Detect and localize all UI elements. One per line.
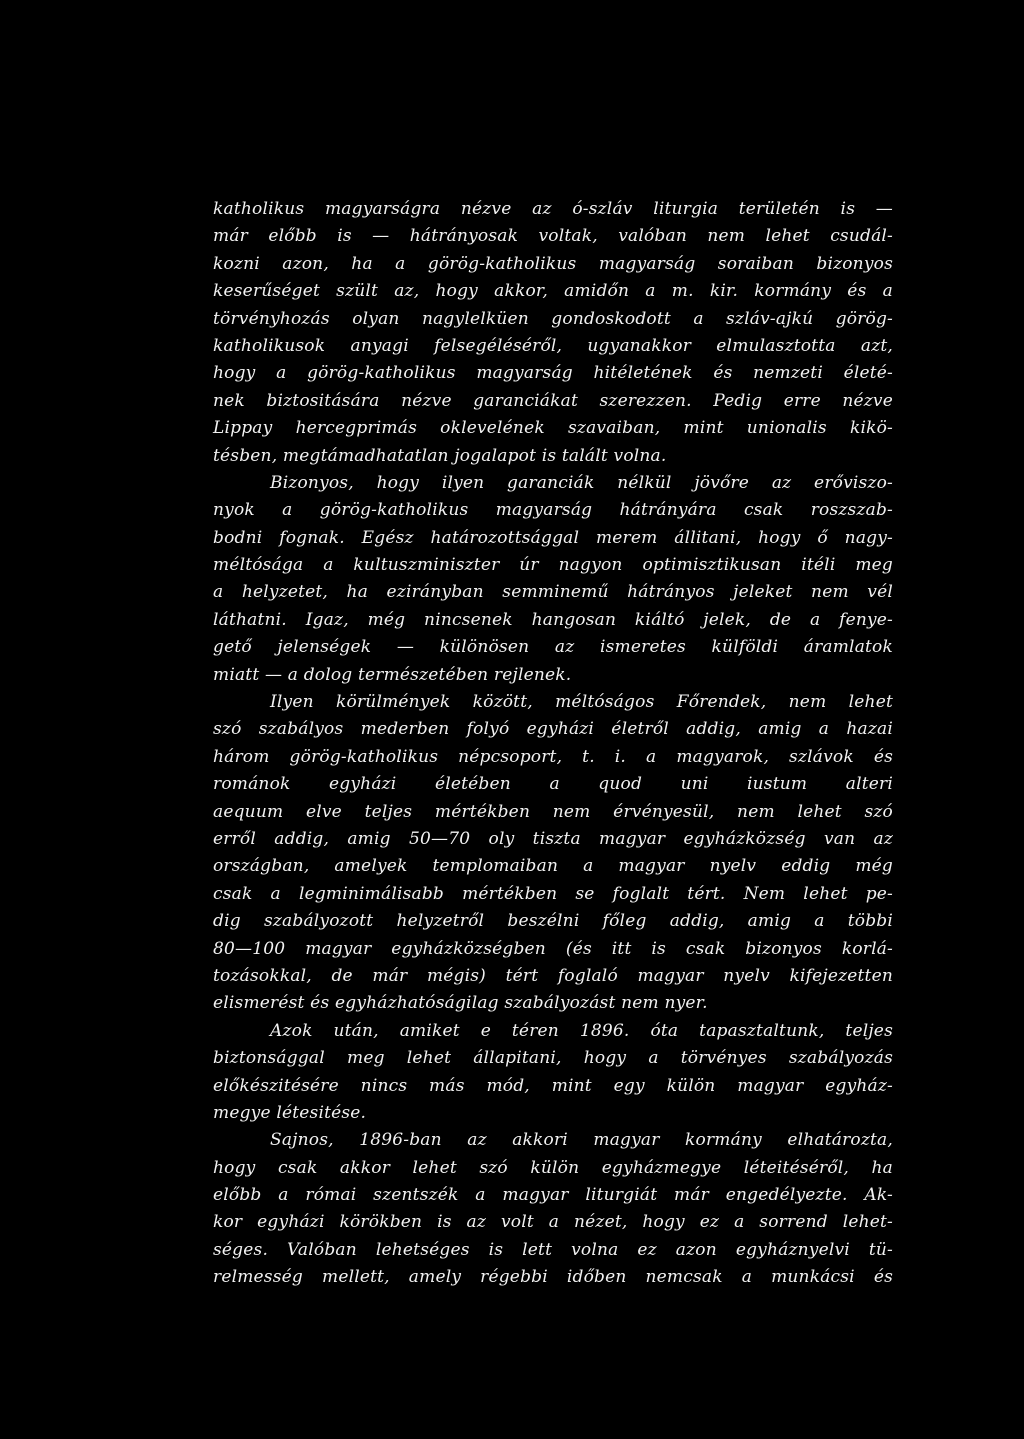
text-line: kor egyházi körökben is az volt a nézet, hogy ez a sorrend lehet-	[213, 1212, 893, 1233]
paragraph-start-line: Ilyen körülmények között, méltóságos Főrendek, nem lehet	[270, 692, 893, 713]
body-text	[213, 196, 893, 1292]
text-line: tésben, megtámadhatatlan jogalapot is talált volna.	[213, 445, 667, 466]
text-line: kozni azon, ha a görög-katholikus magyarság soraiban bizonyos	[213, 253, 893, 274]
text-line: elismerést és egyházhatóságilag szabályozást nem nyer.	[213, 993, 708, 1014]
paragraph-start-line: Azok után, amiket e téren 1896. óta tapasztaltunk, teljes	[270, 1020, 893, 1041]
text-line: tozásokkal, de már mégis) tért foglaló magyar nyelv kifejezetten	[213, 965, 893, 986]
text-line: relmesség mellett, amely régebbi időben nemcsak a munkácsi és	[213, 1267, 893, 1288]
text-line: csak a legminimálisabb mértékben se foglalt tért. Nem lehet pe-	[213, 883, 893, 904]
text-line: bodni fognak. Egész határozottsággal merem állitani, hogy ő nagy-	[213, 527, 893, 548]
paragraph-start-line: Sajnos, 1896-ban az akkori magyar kormány elhatározta,	[270, 1130, 893, 1151]
text-line: hogy csak akkor lehet szó külön egyházmegye léteitéséről, ha	[213, 1157, 893, 1178]
text-line: katholikus magyarságra nézve az ó-szláv liturgia területén is —	[213, 199, 893, 219]
text-line: országban, amelyek templomaiban a magyar nyelv eddig még	[213, 856, 893, 877]
text-line: nek biztositására nézve garanciákat szerezzen. Pedig erre nézve	[213, 390, 893, 411]
text-line: aequum elve teljes mértékben nem érvényesül, nem lehet szó	[213, 801, 893, 822]
text-line: erről addig, amig 50—70 oly tiszta magyar egyházközség van az	[213, 828, 893, 849]
text-line: hogy a görög-katholikus magyarság hitéletének és nemzeti életé-	[213, 363, 893, 384]
text-line: előkészitésére nincs más mód, mint egy külön magyar egyház-	[213, 1075, 893, 1096]
text-line: nyok a görög-katholikus magyarság hátrányára csak roszszab-	[213, 500, 893, 521]
text-line: három görög-katholikus népcsoport, t. i. a magyarok, szlávok és	[213, 746, 893, 767]
text-line: méltósága a kultuszminiszter úr nagyon optimisztikusan itéli meg	[213, 555, 893, 576]
text-line: miatt — a dolog természetében rejlenek.	[213, 664, 572, 685]
text-line: gető jelenségek — különösen az ismeretes külföldi áramlatok	[213, 637, 893, 658]
paragraph-start-line: Bizonyos, hogy ilyen garanciák nélkül jövőre az erőviszo-	[270, 472, 893, 493]
text-line: séges. Valóban lehetséges is lett volna ez azon egyháznyelvi tü-	[213, 1239, 893, 1260]
text-line: keserűséget szült az, hogy akkor, amidőn a m. kir. kormány és a	[213, 281, 893, 302]
text-line: dig szabályozott helyzetről beszélni főleg addig, amig a többi	[213, 911, 893, 932]
text-line: előbb a római szentszék a magyar liturgiát már engedélyezte. Ak-	[213, 1185, 893, 1206]
text-line: románok egyházi életében a quod uni iustum alteri	[213, 774, 893, 795]
text-line: a helyzetet, ha ezirányban semminemű hátrányos jeleket nem vél	[213, 582, 893, 603]
text-line: 80—100 magyar egyházközségben (és itt is csak bizonyos korlá-	[213, 938, 893, 959]
text-line: törvényhozás olyan nagylelküen gondoskodott a szláv-ajkú görög-	[213, 308, 893, 329]
text-line: szó szabályos mederben folyó egyházi életről addig, amig a hazai	[213, 719, 893, 740]
text-line: már előbb is — hátrányosak voltak, valóban nem lehet csudál-	[213, 226, 893, 247]
text-line: láthatni. Igaz, még nincsenek hangosan kiáltó jelek, de a fenye-	[213, 609, 893, 630]
text-line: katholikusok anyagi felsegéléséről, ugyanakkor elmulasztotta azt,	[213, 335, 893, 356]
text-line: biztonsággal meg lehet állapitani, hogy a törvényes szabályozás	[213, 1048, 893, 1069]
text-line: megye létesitése.	[213, 1102, 367, 1123]
text-line: Lippay hercegprimás oklevelének szavaiban, mint unionalis kikö-	[213, 418, 893, 439]
